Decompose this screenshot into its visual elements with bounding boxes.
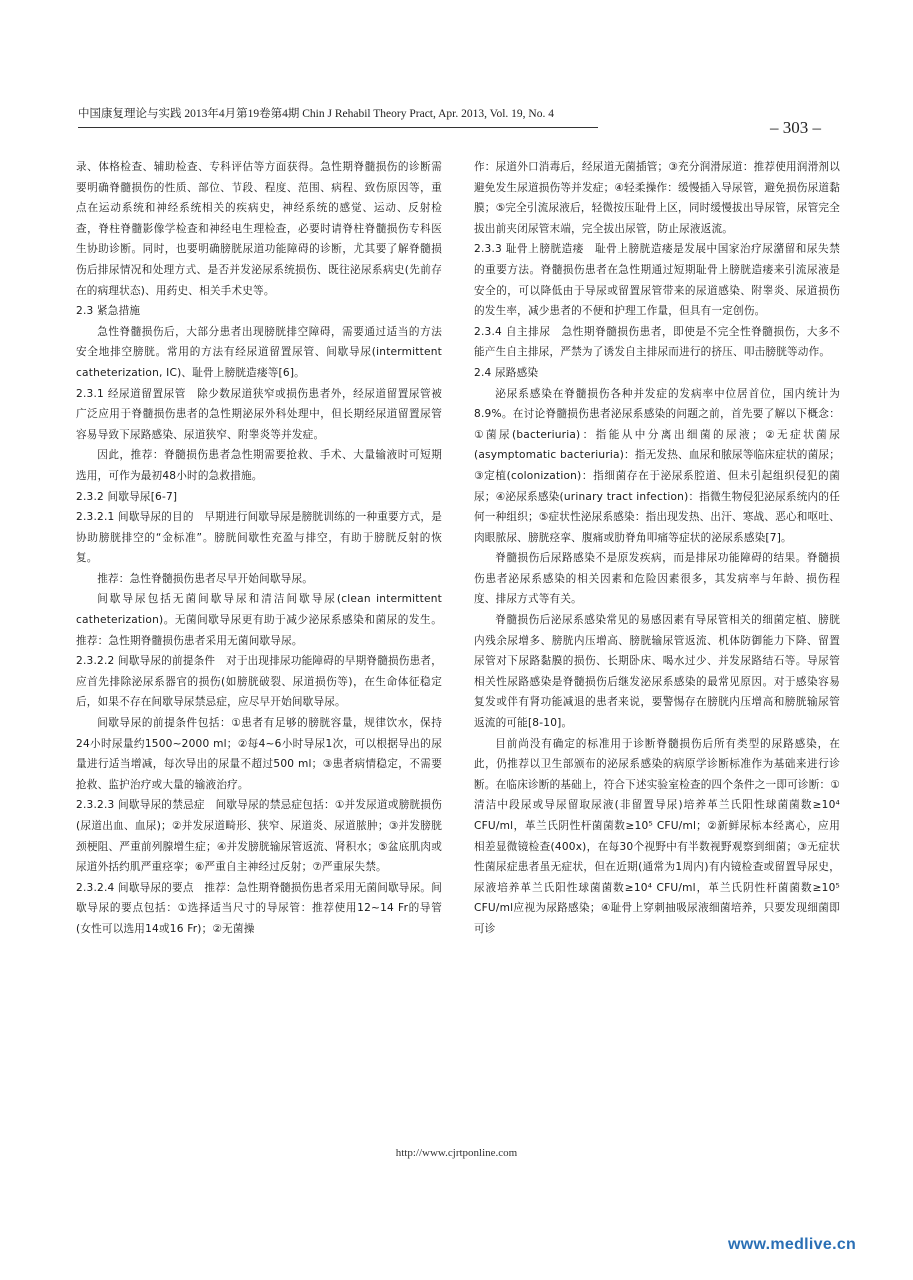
paragraph: 因此，推荐：脊髓损伤患者急性期需要抢救、手术、大量输液时可短期选用，可作为最初48小时的急救措施。 [76,449,442,482]
footer-url[interactable]: http://www.cjrtponline.com [395,1147,518,1159]
paragraph: 急性脊髓损伤后，大部分患者出现膀胱排空障碍，需要通过适当的方法安全地排空膀胱。常用的方法有经尿道留置尿管、间歇导尿(intermittent catheterization, IC)、耻骨上膀胱造瘘等[6]。 [76,325,442,379]
paragraph: 2.3.1 经尿道留置尿管 除少数尿道狭窄或损伤患者外，经尿道留置尿管被广泛应用于脊髓损伤患者的急性期泌尿外科处理中，但长期经尿道留置尿管容易导致下尿路感染、尿道狭窄、附睾炎等并发症。 [76,387,442,441]
left-column [76,157,442,940]
paragraph: 2.3.2.2 间歇导尿的前提条件 对于出现排尿功能障碍的早期脊髓损伤患者，应首先排除泌尿系器官的损伤(如膀胱破裂、尿道损伤等)，在生命体征稳定后，如果不存在间歇导尿禁忌症，应尽早开始间歇导尿。 [76,655,442,709]
paragraph: 间歇导尿包括无菌间歇导尿和清洁间歇导尿(clean intermittent catheterization)。无菌间歇导尿更有助于减少泌尿系感染和菌尿的发生。推荐：急性期脊髓损伤患者采用无菌间歇导尿。 [76,593,442,647]
paragraph: 2.3.4 自主排尿 急性期脊髓损伤患者，即使是不完全性脊髓损伤，大多不能产生自主排尿，严禁为了诱发自主排尿而进行的挤压、叩击膀胱等动作。 [474,325,840,359]
paragraph: 脊髓损伤后泌尿系感染常见的易感因素有导尿管相关的细菌定植、膀胱内残余尿增多、膀胱内压增高、膀胱输尿管返流、机体防御能力下降、留置尿管对下尿路黏膜的损伤、长期卧床、喝水过少、并发尿路结石等。导尿管相关性尿路感染是脊髓损伤后继发泌尿系感染的最常见原因。对于感染容易复发或伴有肾功能减退的患者来说，要警惕存在膀胱内压增高和膀胱输尿管返流的可能[8-10]。 [474,614,840,730]
paragraph: 2.3.2.1 间歇导尿的目的 早期进行间歇导尿是膀胱训练的一种重要方式，是协助膀胱排空的“金标准”。膀胱间歇性充盈与排空，有助于膀胱反射的恢复。 [76,511,442,565]
paragraph: 录、体格检查、辅助检查、专科评估等方面获得。急性期脊髓损伤的诊断需要明确脊髓损伤的性质、部位、节段、程度、范围、病程、致伤原因等，重点在运动系统和神经系统相关的疾病史，神经系统的感觉、运动、反射检查，脊柱脊髓影像学检查和神经电生理检查，必要时请脊柱脊髓损伤专科医生协助诊断。同时，也要明确膀胱尿道功能障碍的诊断，尤其要了解脊髓损伤后排尿情况和处理方式、是否并发泌尿系统损伤、既往泌尿系病史(先前存在的病理状态)、用药史、相关手术史等。 [76,161,442,297]
paragraph: 间歇导尿的前提条件包括：①患者有足够的膀胱容量，规律饮水，保持24小时尿量约1500~2000 ml；②每4~6小时导尿1次，可以根据导出的尿量进行适当增减，每次导出的尿量不超过500 ml；③患者病情稳定，不需要抢救、监护治疗或大量的输液治疗。 [76,717,442,791]
paragraph: 2.3.2.4 间歇导尿的要点 推荐：急性期脊髓损伤患者采用无菌间歇导尿。间歇导尿的要点包括：①选择适当尺寸的导尿管：推荐使用12~14 Fr的导管(女性可以选用14或16 Fr)；②无菌操 [76,881,442,935]
section-heading: 2.4 尿路感染 [474,366,539,379]
page-number: – 303 – [770,118,821,137]
paragraph: 推荐：急性脊髓损伤患者尽早开始间歇导尿。 [97,572,314,585]
paragraph: 作：尿道外口消毒后，经尿道无菌插管；③充分润滑尿道：推荐使用润滑剂以避免发生尿道损伤等并发症；④轻柔操作：缓慢插入导尿管，避免损伤尿道黏膜；⑤完全引流尿液后，轻微按压耻骨上区，同时缓慢拔出导尿管，尿管完全拔出前夹闭尿管末端，完全拔出尿管，防止尿液返流。 [474,161,840,235]
paragraph: 脊髓损伤后尿路感染不是原发疾病，而是排尿功能障碍的结果。脊髓损伤患者泌尿系感染的相关因素和危险因素很多，其发病率与年龄、损伤程度、排尿方式等有关。 [474,552,840,606]
paragraph: 2.3.3 耻骨上膀胱造瘘 耻骨上膀胱造瘘是发展中国家治疗尿潴留和尿失禁的重要方法。脊髓损伤患者在急性期通过短期耻骨上膀胱造瘘来引流尿液是安全的，可以降低由于导尿或留置尿管带来的尿道感染、附睾炎、尿道损伤的发生率，减少患者的不便和护理工作量，但具有一定创伤。 [474,243,840,318]
section-heading: 2.3.2 间歇导尿[6-7] [76,490,178,503]
right-column [474,157,840,940]
paragraph: 2.3.2.3 间歇导尿的禁忌症 间歇导尿的禁忌症包括：①并发尿道或膀胱损伤(尿道出血、血尿)；②并发尿道畸形、狭窄、尿道炎、尿道脓肿；③并发膀胱颈梗阻、严重前列腺增生症；④并发膀胱输尿管返流、肾积水；⑤盆底肌肉或尿道外括约肌严重痉挛；⑥严重自主神经过反射；⑦严重尿失禁。 [76,799,442,874]
paragraph: 目前尚没有确定的标准用于诊断脊髓损伤后所有类型的尿路感染，在此，仍推荐以卫生部颁布的泌尿系感染的病原学诊断标准作为基础来进行诊断。在临床诊断的基础上，符合下述实验室检查的四个条件之一即可诊断：①清洁中段尿或导尿留取尿液(非留置导尿)培养革兰氏阳性球菌菌数≥10⁴ CFU/ml，革兰氏阴性杆菌菌数≥10⁵ CFU/ml；②新鲜尿标本经离心，应用相差显微镜检查(400x)，在每30个视野中有半数视野观察到细菌；③无症状性菌尿症患者虽无症状，但在近期(通常为1周内)有内镜检查或留置导尿史，尿液培养革兰氏阳性球菌菌数≥10⁴ CFU/ml，革兰氏阴性杆菌菌数≥10⁵ CFU/ml应视为尿路感染；④耻骨上穿刺抽吸尿液细菌培养，只要发现细菌即可诊 [474,737,840,935]
header-rule [78,127,598,128]
paragraph: 泌尿系感染在脊髓损伤各种并发症的发病率中位居首位，国内统计为8.9%。在讨论脊髓损伤患者泌尿系感染的问题之前，首先要了解以下概念：①菌尿(bacteriuria)：指能从中分离出细菌的尿液；②无症状菌尿(asymptomatic bacteriuria)：指无发热、血尿和脓尿等临床症状的菌尿；③定植(colonization)：指细菌存在于泌尿系腔道、但未引起组织侵犯的菌尿；④泌尿系感染(urinary tract infection)：指微生物侵犯泌尿系统内的任何一种组织；⑤症状性泌尿系感染：指出现发热、出汗、寒战、恶心和呕吐、肉眼脓尿、膀胱痉挛、腹痛或肋脊角叩痛等症状的泌尿系感染[7]。 [474,387,840,544]
medlive-watermark: www.medlive.cn [728,1236,857,1253]
running-head: 中国康复理论与实践 2013年4月第19卷第4期 Chin J Rehabil Theory Pract, Apr. 2013, Vol. 19, No. 4 [78,108,554,120]
section-heading: 2.3 紧急措施 [76,305,141,318]
